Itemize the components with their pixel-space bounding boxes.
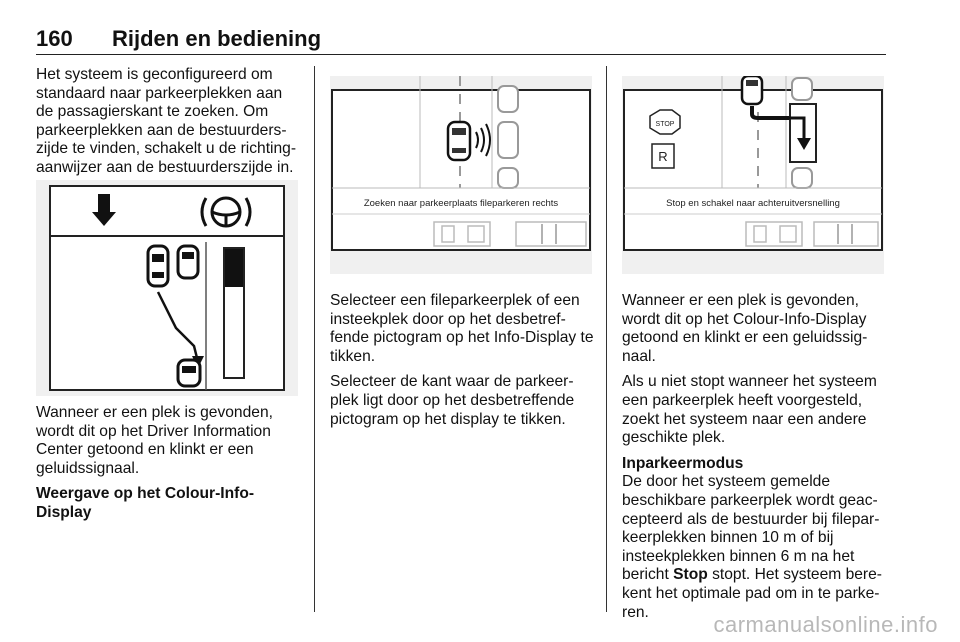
column-1: [36, 66, 300, 185]
own-car-icon: [448, 122, 470, 160]
column-1-text: [36, 404, 300, 530]
found-display-paragraph: Wanneer er een plek is gevonden, wordt dit op het Colour-Info-Display getoond en klinkt er een geluidssig-naal.: [622, 292, 868, 365]
page-title: Rijden en bediening: [112, 26, 322, 51]
select-side-paragraph: Selecteer de kant waar de parkeer-plek ligt door op het desbetreffende pictogram op het display te tikken.: [330, 373, 575, 428]
info-display-stop-figure: [622, 76, 884, 274]
parking-progress-bar: [224, 248, 244, 378]
watermark: carmanualsonline.info: [713, 612, 938, 637]
svg-text:R: R: [658, 149, 668, 164]
stop-sign-icon: [650, 110, 680, 134]
figure-caption: Stop en schakel naar achteruitversnelling: [666, 198, 840, 209]
own-car-icon: [742, 76, 762, 104]
section-subheading: Weergave op het Colour-Info-Display: [36, 485, 255, 521]
parked-car-icon: [498, 86, 518, 188]
column-divider: [314, 66, 315, 612]
column-divider: [606, 66, 607, 612]
svg-text:STOP: STOP: [655, 121, 675, 128]
column-2-text: [330, 292, 594, 436]
section-heading: Inparkeermodus: [622, 454, 744, 472]
stop-keyword: Stop: [673, 566, 708, 584]
info-display-search-figure: [330, 76, 592, 274]
found-paragraph: Wanneer er een plek is gevonden, wordt dit op het Driver Information Center getoond en klinkt er een geluidssignaal.: [36, 404, 273, 477]
own-car-icon: [178, 360, 200, 386]
page-header: [36, 20, 886, 55]
parked-car-icon: [148, 246, 168, 286]
column-3-text: [622, 292, 888, 629]
reverse-gear-icon: [652, 144, 674, 168]
driver-info-center-figure: [36, 180, 298, 396]
page-number: 160: [36, 26, 73, 51]
not-stopped-paragraph: Als u niet stopt wanneer het systeem een parkeerplek heeft voorgesteld, zoekt het systeem naar een andere geschikte plek.: [622, 373, 877, 447]
parked-car-icon: [178, 246, 198, 278]
intro-paragraph: Het systeem is geconfigureerd om standaard naar parkeerplekken aan de passagierskant te zoeken. Om parkeerplekken aan de bestuurders-zijde te vinden, schakelt u de richting-aanwijzer aan de bestuurderszijde in.: [36, 66, 297, 176]
parking-mode-paragraph: De door het systeem gemelde beschikbare parkeerplek wordt geac-cepteerd als de bestuurder bij filepar-keerplekken binnen 10 m of bij insteekplekken binnen 6 m na het bericht Stop stopt. Het systeem bere-kent het optimale pad om in te parke-ren.: [622, 473, 882, 621]
select-spot-paragraph: Selecteer een fileparkeerplek of een insteekplek door op het desbetref-fende pictogram op het Info-Display te tikken.: [330, 292, 594, 365]
figure-caption: Zoeken naar parkeerplaats fileparkeren rechts: [363, 198, 559, 209]
